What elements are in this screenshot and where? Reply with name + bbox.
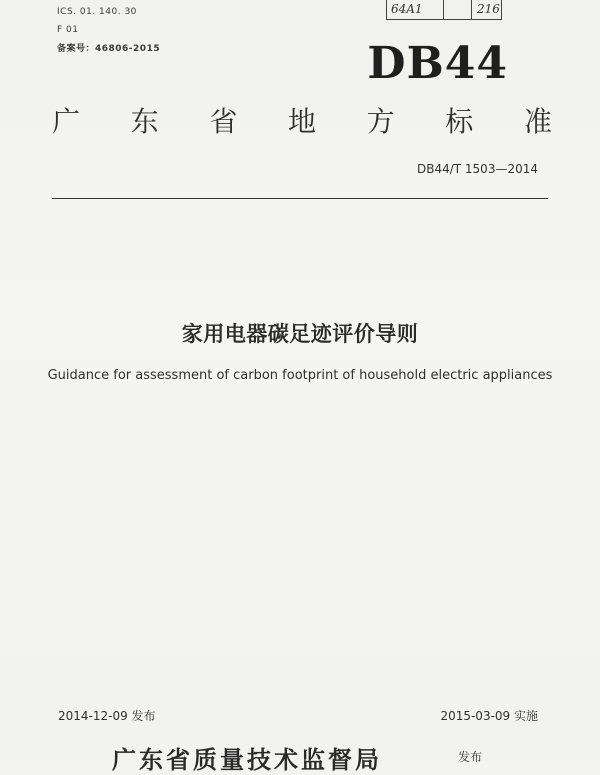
implementation-date: 2015-03-09 实施 bbox=[440, 709, 538, 723]
document-title-english: Guidance for assessment of carbon footprint of household electric appliances bbox=[47, 368, 553, 383]
title-char: 准 bbox=[523, 105, 552, 138]
title-char: 广 bbox=[52, 105, 81, 138]
publish-label: 发布 bbox=[458, 750, 483, 764]
header-divider bbox=[52, 198, 548, 199]
provincial-standard-title bbox=[52, 100, 552, 140]
db44-logo: DB44 bbox=[367, 38, 508, 89]
stamp-right-value: 216 bbox=[477, 2, 500, 16]
issuing-authority: 广东省质量技术监督局 bbox=[112, 746, 382, 774]
title-char: 地 bbox=[287, 105, 316, 138]
title-char: 东 bbox=[130, 105, 159, 138]
document-title-chinese: 家用电器碳足迹评价导则 bbox=[181, 322, 419, 346]
category-code: F 01 bbox=[57, 25, 79, 35]
title-char: 标 bbox=[445, 105, 474, 138]
release-date: 2014-12-09 发布 bbox=[58, 709, 156, 723]
stamp-left-value: 64A1 bbox=[391, 2, 423, 16]
record-number: 备案号：46806-2015 bbox=[57, 44, 161, 54]
title-char: 省 bbox=[209, 105, 238, 138]
standard-number: DB44/T 1503—2014 bbox=[416, 162, 538, 176]
ics-code: ICS. 01. 140. 30 bbox=[57, 7, 137, 17]
title-char: 方 bbox=[366, 105, 395, 138]
registration-stamp-box bbox=[386, 0, 502, 20]
